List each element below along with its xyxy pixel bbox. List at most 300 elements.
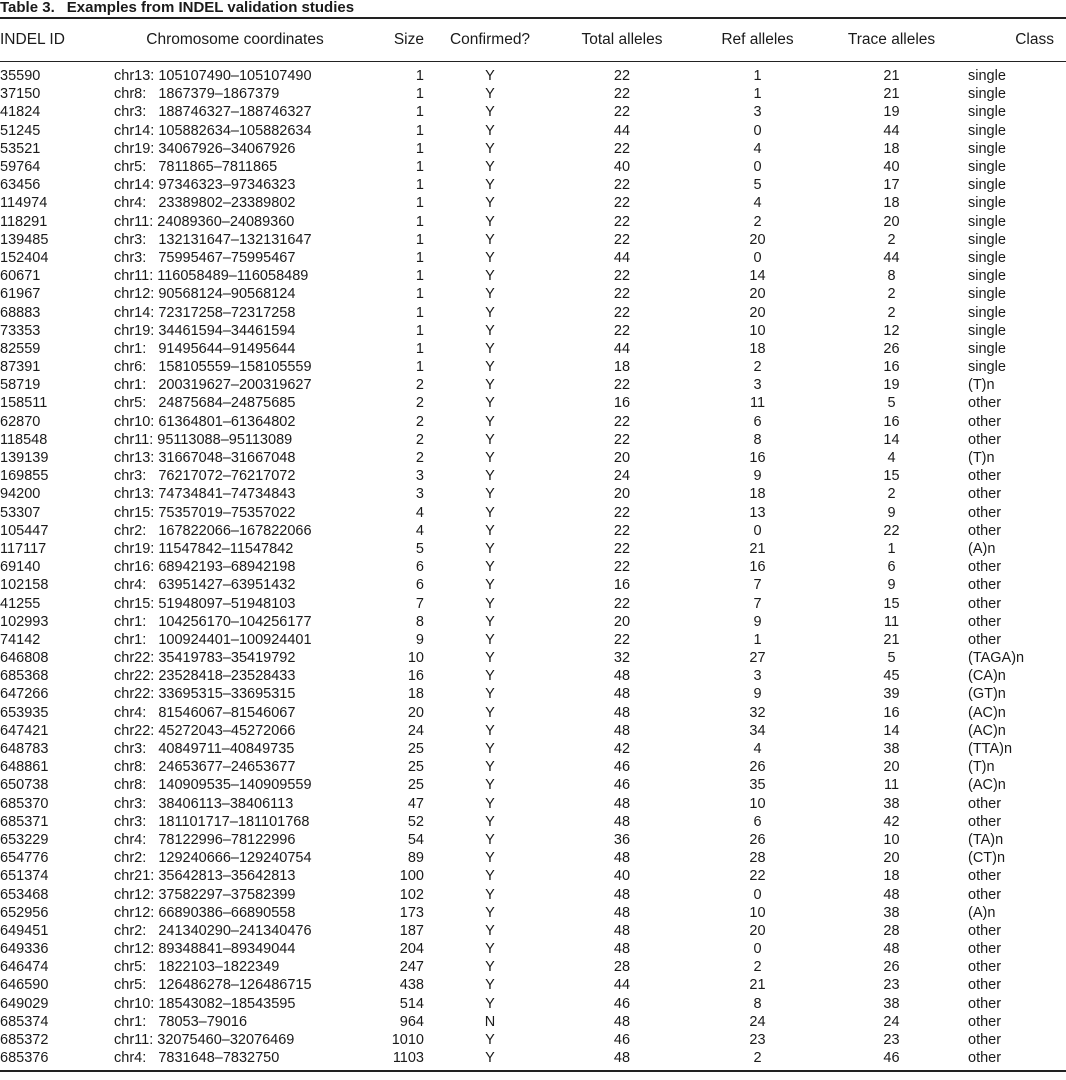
table-row	[0, 976, 1066, 994]
cell-total-alleles: 48	[613, 813, 631, 830]
table-row	[0, 758, 1066, 776]
cell-confirmed: Y	[485, 177, 495, 194]
cell-indel-id: 51245	[0, 122, 41, 139]
cell-chromosome-coordinates: chr11: 24089360–24089360	[114, 213, 295, 230]
table-row	[0, 431, 1066, 449]
cell-chromosome-coordinates: chr3: 40849711–40849735	[114, 741, 295, 758]
cell-indel-id: 74142	[0, 631, 41, 648]
cell-size: 247	[399, 959, 424, 976]
cell-class: single	[968, 122, 1006, 139]
indel-validation-table	[0, 17, 1066, 1072]
cell-chromosome-coordinates: chr5: 126486278–126486715	[114, 977, 312, 994]
cell-ref-alleles: 18	[749, 486, 766, 503]
cell-confirmed: Y	[485, 431, 495, 448]
cell-indel-id: 105447	[0, 522, 49, 539]
table-row	[0, 504, 1066, 522]
cell-confirmed: Y	[485, 340, 495, 357]
table-row	[0, 594, 1066, 612]
cell-confirmed: Y	[485, 704, 495, 721]
cell-chromosome-coordinates: chr3: 38406113–38406113	[114, 795, 294, 812]
cell-class: (TAGA)n	[968, 650, 1025, 667]
table-row	[0, 231, 1066, 249]
cell-trace-alleles: 2	[887, 486, 896, 503]
cell-indel-id: 139139	[0, 450, 49, 467]
cell-ref-alleles: 27	[749, 650, 766, 667]
cell-ref-alleles: 20	[749, 231, 766, 248]
cell-trace-alleles: 38	[883, 995, 900, 1012]
cell-indel-id: 685374	[0, 1013, 49, 1030]
cell-chromosome-coordinates: chr22: 45272043–45272066	[114, 722, 296, 739]
table-row	[0, 795, 1066, 813]
table-row	[0, 213, 1066, 231]
cell-confirmed: Y	[485, 486, 495, 503]
cell-ref-alleles: 16	[749, 559, 766, 576]
cell-trace-alleles: 8	[887, 268, 896, 285]
cell-ref-alleles: 2	[753, 213, 762, 230]
cell-confirmed: Y	[485, 522, 495, 539]
cell-size: 1	[415, 286, 424, 303]
table-row	[0, 267, 1066, 285]
cell-confirmed: Y	[485, 304, 495, 321]
cell-confirmed: Y	[485, 668, 495, 685]
table-row	[0, 740, 1066, 758]
cell-ref-alleles: 28	[749, 850, 766, 867]
cell-total-alleles: 46	[613, 777, 631, 794]
cell-chromosome-coordinates: chr1: 200319627–200319627	[114, 377, 312, 394]
cell-chromosome-coordinates: chr22: 23528418–23528433	[114, 668, 296, 685]
cell-size: 1	[415, 231, 424, 248]
cell-trace-alleles: 19	[883, 377, 900, 394]
cell-trace-alleles: 38	[883, 741, 900, 758]
cell-confirmed: Y	[485, 268, 495, 285]
cell-size: 7	[415, 595, 424, 612]
cell-trace-alleles: 24	[883, 1013, 900, 1030]
cell-size: 1	[415, 122, 424, 139]
cell-trace-alleles: 39	[883, 686, 900, 703]
cell-confirmed: Y	[485, 468, 495, 485]
table-row	[0, 649, 1066, 667]
cell-trace-alleles: 21	[883, 86, 900, 103]
cell-chromosome-coordinates: chr19: 34067926–34067926	[114, 140, 296, 157]
cell-confirmed: Y	[485, 977, 495, 994]
cell-indel-id: 68883	[0, 304, 41, 321]
cell-confirmed: Y	[485, 159, 495, 176]
cell-indel-id: 685370	[0, 795, 49, 812]
table-row	[0, 140, 1066, 158]
cell-chromosome-coordinates: chr12: 90568124–90568124	[114, 286, 296, 303]
cell-total-alleles: 48	[613, 795, 631, 812]
cell-trace-alleles: 48	[883, 941, 900, 958]
cell-class: (CT)n	[968, 850, 1006, 867]
cell-chromosome-coordinates: chr3: 75995467–75995467	[114, 249, 296, 266]
cell-ref-alleles: 1	[753, 86, 762, 103]
cell-indel-id: 649029	[0, 995, 49, 1012]
cell-confirmed: Y	[485, 195, 495, 212]
table-row	[0, 885, 1066, 903]
cell-ref-alleles: 22	[749, 868, 766, 885]
table-row	[0, 540, 1066, 558]
table-row	[0, 776, 1066, 794]
cell-confirmed: Y	[485, 286, 495, 303]
cell-total-alleles: 22	[613, 504, 631, 521]
cell-size: 10	[407, 650, 424, 667]
cell-indel-id: 63456	[0, 177, 41, 194]
table-row	[0, 813, 1066, 831]
cell-ref-alleles: 24	[749, 1013, 766, 1030]
cell-total-alleles: 22	[613, 68, 631, 85]
table-row	[0, 1049, 1066, 1071]
cell-indel-id: 685376	[0, 1049, 110, 1071]
cell-class: other	[968, 1032, 1002, 1049]
cell-confirmed: Y	[485, 377, 495, 394]
table-row	[0, 394, 1066, 412]
cell-total-alleles: 44	[613, 340, 631, 357]
cell-chromosome-coordinates: chr1: 91495644–91495644	[114, 340, 296, 357]
cell-chromosome-coordinates: chr19: 11547842–11547842	[114, 540, 294, 557]
cell-size: 4	[415, 504, 424, 521]
cell-chromosome-coordinates: chr2: 167822066–167822066	[114, 522, 312, 539]
cell-ref-alleles: 21	[749, 540, 766, 557]
cell-chromosome-coordinates: chr13: 31667048–31667048	[114, 450, 296, 467]
cell-indel-id: 685368	[0, 668, 49, 685]
cell-chromosome-coordinates: chr11: 95113088–95113089	[114, 431, 293, 448]
cell-size: 18	[407, 686, 424, 703]
cell-trace-alleles: 18	[883, 868, 900, 885]
cell-confirmed: Y	[485, 213, 495, 230]
cell-total-alleles: 40	[613, 868, 631, 885]
cell-indel-id: 648861	[0, 759, 49, 776]
cell-size: 102	[399, 886, 424, 903]
cell-total-alleles: 46	[613, 759, 631, 776]
table-row	[0, 467, 1066, 485]
cell-indel-id: 653935	[0, 704, 49, 721]
cell-ref-alleles: 16	[749, 450, 766, 467]
cell-class: other	[968, 959, 1002, 976]
cell-total-alleles: 22	[613, 559, 631, 576]
cell-confirmed: Y	[485, 904, 495, 921]
cell-indel-id: 650738	[0, 777, 49, 794]
cell-trace-alleles: 16	[883, 704, 900, 721]
cell-confirmed: Y	[485, 631, 495, 648]
cell-ref-alleles: 1	[753, 631, 762, 648]
cell-size: 3	[415, 486, 424, 503]
cell-size: 173	[399, 904, 424, 921]
cell-chromosome-coordinates: chr22: 35419783–35419792	[114, 650, 296, 667]
cell-chromosome-coordinates: chr11: 32075460–32076469	[114, 1032, 295, 1049]
cell-total-alleles: 22	[613, 304, 631, 321]
cell-total-alleles: 48	[613, 922, 631, 939]
cell-ref-alleles: 21	[749, 977, 766, 994]
cell-indel-id: 647421	[0, 722, 49, 739]
table-row	[0, 940, 1066, 958]
cell-total-alleles: 22	[613, 631, 631, 648]
cell-indel-id: 59764	[0, 159, 41, 176]
cell-total-alleles: 48	[613, 850, 631, 867]
cell-confirmed: N	[484, 1013, 496, 1030]
column-header-size: Size	[360, 18, 430, 62]
cell-chromosome-coordinates: chr19: 34461594–34461594	[114, 322, 296, 339]
cell-class: other	[968, 922, 1002, 939]
cell-chromosome-coordinates: chr6: 158105559–158105559	[114, 359, 312, 376]
cell-indel-id: 652956	[0, 904, 49, 921]
table-row	[0, 995, 1066, 1013]
cell-ref-alleles: 10	[749, 795, 766, 812]
cell-size: 1	[415, 140, 424, 157]
cell-ref-alleles: 2	[753, 359, 762, 376]
cell-confirmed: Y	[485, 559, 495, 576]
cell-chromosome-coordinates: chr15: 75357019–75357022	[114, 504, 296, 521]
cell-indel-id: 114974	[0, 195, 48, 212]
cell-trace-alleles: 26	[883, 959, 900, 976]
cell-confirmed: Y	[485, 249, 495, 266]
cell-total-alleles: 44	[613, 249, 631, 266]
cell-confirmed: Y	[485, 922, 495, 939]
cell-ref-alleles: 5	[753, 177, 762, 194]
cell-chromosome-coordinates: chr3: 76217072–76217072	[114, 468, 296, 485]
table-row	[0, 413, 1066, 431]
cell-confirmed: Y	[485, 1032, 495, 1049]
cell-total-alleles: 22	[613, 413, 631, 430]
cell-total-alleles: 16	[613, 395, 631, 412]
cell-chromosome-coordinates: chr8: 1867379–1867379	[114, 86, 280, 103]
cell-total-alleles: 22	[613, 140, 631, 157]
table-row	[0, 1013, 1066, 1031]
cell-class: other	[962, 1049, 1066, 1071]
table-row	[0, 122, 1066, 140]
cell-chromosome-coordinates: chr4: 23389802–23389802	[114, 195, 296, 212]
cell-total-alleles: 48	[613, 668, 631, 685]
cell-size: 9	[415, 631, 424, 648]
cell-trace-alleles: 23	[883, 1032, 900, 1049]
table-number: Table 3.	[0, 0, 55, 16]
cell-confirmed: Y	[485, 959, 495, 976]
cell-class: (T)n	[968, 377, 995, 394]
cell-class: other	[968, 613, 1002, 630]
table-row	[0, 667, 1066, 685]
cell-total-alleles: 48	[613, 886, 631, 903]
cell-class: (AC)n	[968, 777, 1006, 794]
cell-ref-alleles: 18	[749, 340, 766, 357]
cell-total-alleles: 22	[613, 540, 631, 557]
cell-size: 1	[415, 359, 424, 376]
cell-ref-alleles: 3	[753, 668, 762, 685]
table-row	[0, 249, 1066, 267]
cell-indel-id: 102158	[0, 577, 49, 594]
cell-confirmed: Y	[485, 122, 495, 139]
cell-class: (A)n	[968, 540, 996, 557]
cell-confirmed: Y	[485, 886, 495, 903]
cell-size: 1	[415, 304, 424, 321]
cell-chromosome-coordinates: chr2: 129240666–129240754	[114, 850, 312, 867]
cell-size: 25	[407, 759, 424, 776]
cell-total-alleles: 20	[613, 613, 631, 630]
table-title: Examples from INDEL validation studies	[66, 0, 355, 16]
cell-indel-id: 646474	[0, 959, 49, 976]
cell-confirmed: Y	[485, 850, 495, 867]
cell-class: other	[968, 559, 1002, 576]
cell-class: single	[968, 322, 1006, 339]
cell-confirmed: Y	[485, 741, 495, 758]
cell-chromosome-coordinates: chr2: 241340290–241340476	[114, 922, 312, 939]
cell-class: other	[968, 595, 1002, 612]
cell-total-alleles: 48	[613, 704, 631, 721]
cell-trace-alleles: 15	[883, 595, 900, 612]
cell-class: other	[968, 468, 1002, 485]
cell-class: other	[968, 868, 1002, 885]
cell-indel-id: 648783	[0, 741, 49, 758]
cell-total-alleles: 42	[613, 741, 631, 758]
cell-chromosome-coordinates: chr13: 74734841–74734843	[114, 486, 296, 503]
cell-total-alleles: 22	[613, 86, 631, 103]
cell-indel-id: 646590	[0, 977, 49, 994]
cell-class: single	[968, 340, 1006, 357]
cell-size: 187	[399, 922, 424, 939]
cell-confirmed: Y	[485, 577, 495, 594]
cell-chromosome-coordinates: chr5: 24875684–24875685	[114, 395, 296, 412]
cell-ref-alleles: 0	[753, 886, 762, 903]
table-row	[0, 85, 1066, 103]
cell-class: (A)n	[968, 904, 996, 921]
table-row	[0, 849, 1066, 867]
cell-class: other	[968, 1013, 1002, 1030]
table-row	[0, 576, 1066, 594]
cell-size: 8	[415, 613, 424, 630]
cell-total-alleles: 22	[613, 231, 631, 248]
cell-ref-alleles: 34	[749, 722, 766, 739]
cell-confirmed: Y	[485, 868, 495, 885]
cell-total-alleles: 22	[613, 268, 631, 285]
cell-total-alleles: 22	[613, 431, 631, 448]
table-row	[0, 322, 1066, 340]
cell-indel-id: 647266	[0, 686, 49, 703]
cell-class: single	[968, 213, 1006, 230]
cell-class: (TTA)n	[968, 741, 1013, 758]
cell-total-alleles: 22	[613, 177, 631, 194]
table-row	[0, 722, 1066, 740]
cell-trace-alleles: 14	[883, 431, 900, 448]
cell-ref-alleles: 10	[749, 322, 766, 339]
cell-chromosome-coordinates: chr4: 7831648–7832750	[110, 1049, 360, 1071]
cell-trace-alleles: 23	[883, 977, 900, 994]
cell-confirmed: Y	[485, 104, 495, 121]
cell-indel-id: 118291	[0, 213, 48, 230]
cell-trace-alleles: 18	[883, 140, 900, 157]
cell-trace-alleles: 16	[883, 413, 900, 430]
cell-ref-alleles: 20	[749, 286, 766, 303]
cell-indel-id: 649336	[0, 941, 49, 958]
cell-ref-alleles: 9	[753, 468, 762, 485]
cell-chromosome-coordinates: chr12: 66890386–66890558	[114, 904, 296, 921]
cell-class: single	[968, 159, 1006, 176]
cell-size: 2	[415, 413, 424, 430]
cell-class: other	[968, 795, 1002, 812]
cell-ref-alleles: 6	[753, 413, 762, 430]
cell-ref-alleles: 26	[749, 759, 766, 776]
cell-trace-alleles: 38	[883, 795, 900, 812]
cell-total-alleles: 46	[613, 1032, 631, 1049]
cell-confirmed: Y	[485, 777, 495, 794]
cell-total-alleles: 22	[613, 595, 631, 612]
cell-class: other	[968, 995, 1002, 1012]
cell-chromosome-coordinates: chr4: 81546067–81546067	[114, 704, 296, 721]
cell-confirmed: Y	[430, 1049, 550, 1071]
cell-total-alleles: 16	[613, 577, 631, 594]
cell-indel-id: 87391	[0, 359, 41, 376]
cell-chromosome-coordinates: chr5: 1822103–1822349	[114, 959, 280, 976]
cell-trace-alleles: 38	[883, 904, 900, 921]
cell-size: 47	[407, 795, 424, 812]
table-row	[0, 685, 1066, 703]
cell-confirmed: Y	[485, 413, 495, 430]
table-row	[0, 340, 1066, 358]
table-row	[0, 62, 1066, 86]
cell-class: (AC)n	[968, 722, 1006, 739]
cell-trace-alleles: 4	[887, 450, 896, 467]
cell-confirmed: Y	[485, 140, 495, 157]
table-row	[0, 704, 1066, 722]
cell-size: 6	[415, 559, 424, 576]
cell-total-alleles: 24	[613, 468, 631, 485]
cell-trace-alleles: 10	[883, 831, 900, 848]
cell-trace-alleles: 42	[883, 813, 900, 830]
cell-confirmed: Y	[485, 650, 495, 667]
cell-trace-alleles: 2	[887, 286, 896, 303]
column-header-class: Class	[962, 18, 1066, 62]
table-row	[0, 303, 1066, 321]
column-header-trace-alleles: Trace alleles	[821, 18, 962, 62]
cell-size: 3	[415, 468, 424, 485]
cell-size: 1	[415, 195, 424, 212]
table-row	[0, 103, 1066, 121]
cell-total-alleles: 20	[613, 486, 631, 503]
cell-class: (GT)n	[968, 686, 1006, 703]
cell-indel-id: 653229	[0, 831, 49, 848]
cell-trace-alleles: 12	[883, 322, 900, 339]
cell-trace-alleles: 21	[883, 631, 900, 648]
cell-indel-id: 152404	[0, 249, 49, 266]
cell-trace-alleles: 45	[883, 668, 900, 685]
cell-trace-alleles: 19	[883, 104, 900, 121]
cell-indel-id: 53521	[0, 140, 41, 157]
cell-confirmed: Y	[485, 722, 495, 739]
cell-size: 2	[415, 395, 424, 412]
table-row	[0, 376, 1066, 394]
cell-trace-alleles: 18	[883, 195, 900, 212]
cell-confirmed: Y	[485, 613, 495, 630]
cell-ref-alleles: 11	[749, 395, 766, 412]
cell-size: 54	[407, 831, 424, 848]
table-row	[0, 358, 1066, 376]
cell-confirmed: Y	[485, 504, 495, 521]
cell-ref-alleles: 0	[753, 522, 762, 539]
cell-indel-id: 649451	[0, 922, 49, 939]
cell-class: single	[968, 231, 1006, 248]
cell-total-alleles: 22	[613, 377, 631, 394]
cell-chromosome-coordinates: chr3: 181101717–181101768	[114, 813, 310, 830]
cell-chromosome-coordinates: chr1: 100924401–100924401	[114, 631, 312, 648]
cell-indel-id: 58719	[0, 377, 41, 394]
cell-class: single	[968, 104, 1006, 121]
cell-class: other	[968, 504, 1002, 521]
cell-total-alleles: 48	[550, 1049, 694, 1071]
cell-class: single	[968, 86, 1006, 103]
cell-class: (CA)n	[968, 668, 1006, 685]
cell-total-alleles: 22	[613, 322, 631, 339]
cell-total-alleles: 48	[613, 904, 631, 921]
cell-size: 1010	[391, 1032, 424, 1049]
cell-total-alleles: 22	[613, 522, 631, 539]
cell-ref-alleles: 4	[753, 741, 762, 758]
